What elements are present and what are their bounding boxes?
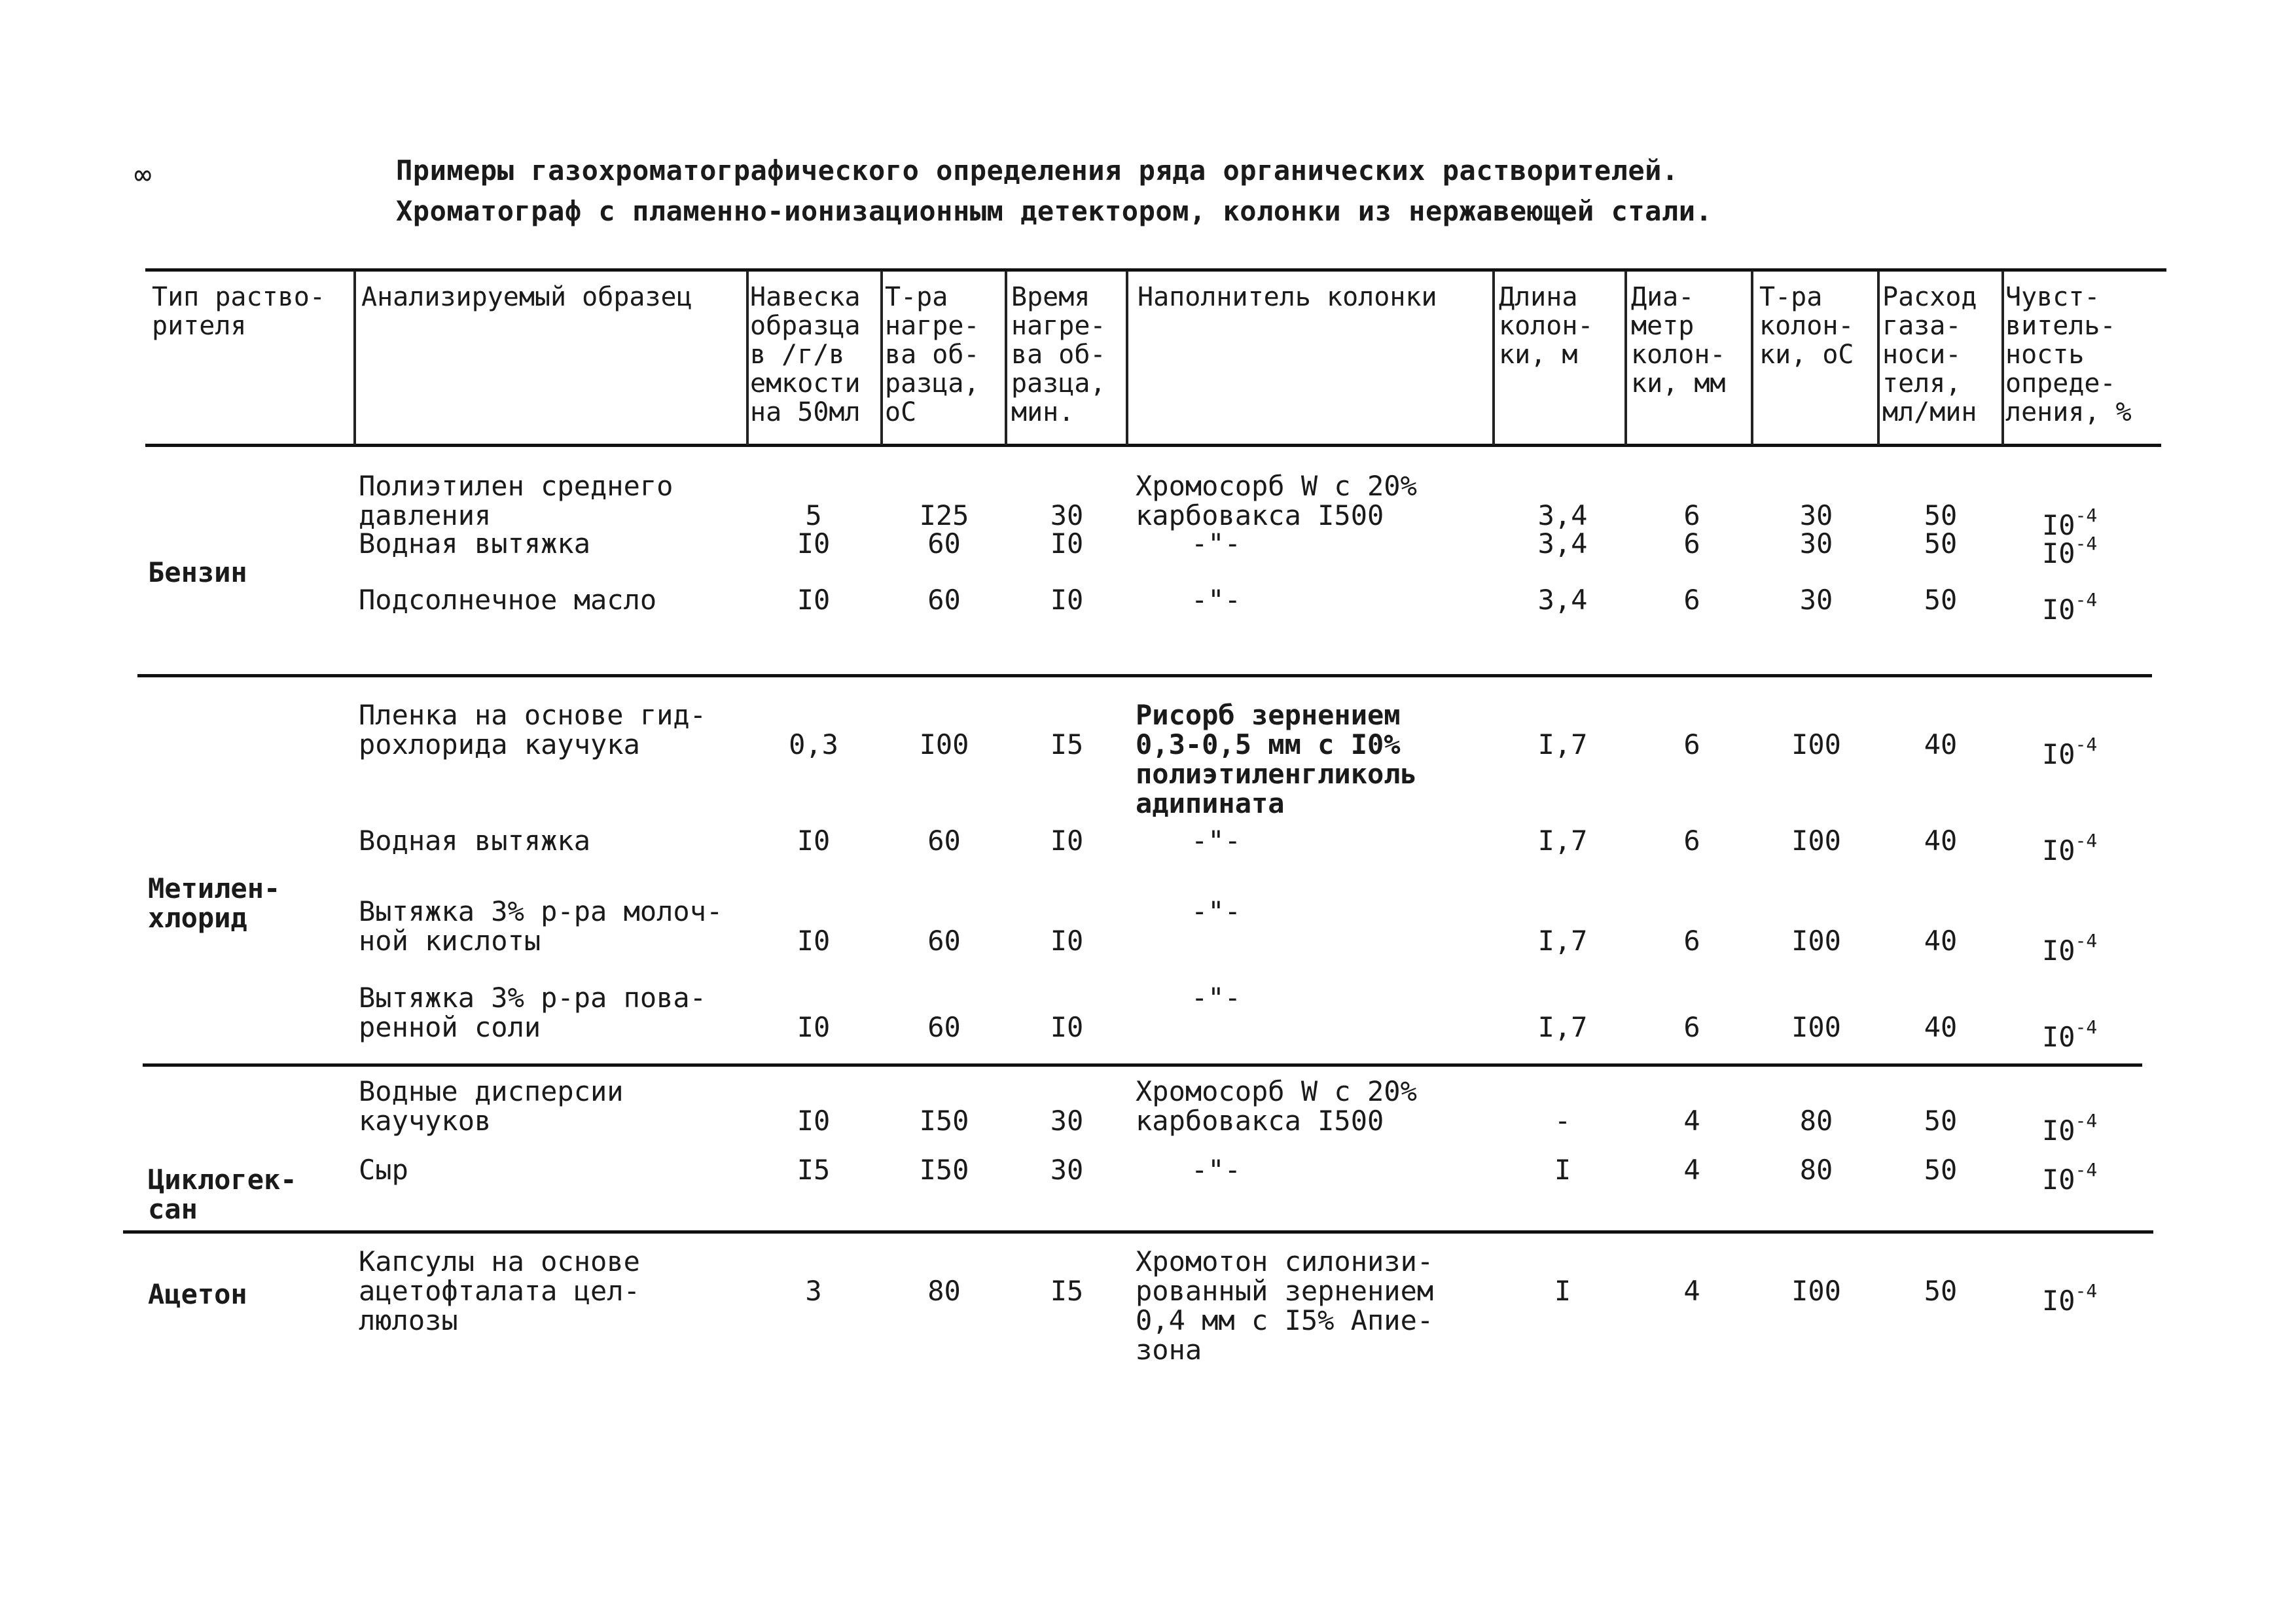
solvent-type-label: Циклогек- сан (148, 1164, 297, 1225)
column-diameter-value: 6 (1683, 527, 1700, 560)
column-diameter-value: 4 (1683, 1275, 1700, 1307)
solvent-type-label: Ацетон (148, 1278, 247, 1310)
header-column-divider (353, 271, 356, 445)
column-filler-value: -"- (1191, 584, 1241, 616)
sensitivity-exponent: -4 (2075, 830, 2098, 851)
header-analyzed-sample: Анализируемый образец (361, 282, 692, 312)
column-length-value: I,7 (1537, 925, 1588, 957)
carrier-gas-flow-value: 50 (1924, 527, 1958, 560)
sensitivity-base: I0 (2042, 594, 2075, 626)
sensitivity-base: I0 (2042, 738, 2075, 770)
column-length-value: I,7 (1537, 728, 1588, 760)
header-sensitivity: Чувст- витель- ность опреде- ления, % (2005, 282, 2132, 427)
sample-name: Водные дисперсии каучуков (359, 1075, 624, 1137)
header-column-divider (1751, 271, 1753, 445)
sensitivity-exponent: -4 (2075, 533, 2098, 554)
column-diameter-value: 6 (1683, 1011, 1700, 1043)
header-solvent-type: Тип раство- рителя (152, 282, 325, 341)
carrier-gas-flow-value: 50 (1924, 1105, 1958, 1137)
column-temperature-value: 30 (1799, 584, 1833, 616)
heating-time-value: I5 (1050, 1275, 1084, 1307)
heating-time-value: I0 (1050, 825, 1084, 857)
column-temperature-value: I00 (1791, 728, 1841, 760)
sensitivity-base: I0 (2042, 834, 2075, 866)
sample-mass-value: I0 (797, 527, 831, 560)
column-length-value: 3,4 (1537, 499, 1588, 531)
header-column-divider (746, 271, 749, 445)
sample-name: Вытяжка 3% р-ра пова- ренной соли (359, 982, 707, 1043)
sample-name: Полиэтилен среднего давления (359, 470, 673, 531)
heating-temperature-value: I50 (919, 1154, 969, 1186)
column-temperature-value: I00 (1791, 1275, 1841, 1307)
column-temperature-value: I00 (1791, 825, 1841, 857)
heating-temperature-value: 60 (927, 1011, 961, 1043)
column-temperature-value: 80 (1799, 1105, 1833, 1137)
column-length-value: I (1554, 1275, 1571, 1307)
heating-time-value: I0 (1050, 584, 1084, 616)
group-separator-rule (137, 674, 2152, 677)
heating-temperature-value: 60 (927, 584, 961, 616)
heating-time-value: 30 (1050, 499, 1084, 531)
sensitivity-base: I0 (2042, 1115, 2075, 1147)
header-column-divider (880, 271, 883, 445)
header-column-length: Длина колон- ки, м (1499, 282, 1594, 370)
sample-mass-value: 0,3 (789, 728, 838, 760)
sensitivity-exponent: -4 (2075, 1280, 2098, 1302)
header-column-filler: Наполнитель колонки (1138, 282, 1437, 312)
column-temperature-value: 80 (1799, 1154, 1833, 1186)
header-heating-time: Время нагре- ва об- разца, мин. (1011, 282, 1106, 427)
heating-time-value: 30 (1050, 1105, 1084, 1137)
sample-name: Вытяжка 3% р-ра молоч- ной кислоты (359, 895, 723, 957)
sample-name: Капсулы на основе ацетофталата цел- люлозы (359, 1245, 640, 1336)
sensitivity-value (2042, 730, 2097, 769)
header-column-diameter: Диа- метр колон- ки, мм (1631, 282, 1726, 399)
sample-mass-value: I0 (797, 1011, 831, 1043)
column-filler-value: Хромотон силонизи- рованный зернением 0,4 мм с I5% Апие- зона (1136, 1245, 1434, 1366)
sensitivity-exponent: -4 (2075, 930, 2098, 952)
column-filler-value: -"- (1191, 1154, 1241, 1186)
header-column-divider (2001, 271, 2004, 445)
sample-mass-value: 5 (805, 499, 822, 531)
carrier-gas-flow-value: 50 (1924, 584, 1958, 616)
sensitivity-base: I0 (2042, 537, 2075, 569)
carrier-gas-flow-value: 40 (1924, 1011, 1958, 1043)
page-title-line-2: Хроматограф с пламенно-ионизационным детектором, колонки из нержавеющей стали. (396, 195, 1713, 227)
column-length-value: - (1554, 1105, 1571, 1137)
column-filler-value: -"- (1191, 895, 1241, 927)
sensitivity-base: I0 (2042, 1285, 2075, 1317)
sample-mass-value: I0 (797, 925, 831, 957)
sensitivity-exponent: -4 (2075, 505, 2098, 526)
carrier-gas-flow-value: 40 (1924, 728, 1958, 760)
header-carrier-gas-flow: Расход газа- носи- теля, мл/мин (1882, 282, 1977, 427)
heating-time-value: I0 (1050, 527, 1084, 560)
column-filler-value: -"- (1191, 982, 1241, 1014)
column-temperature-value: 30 (1799, 527, 1833, 560)
sample-name: Водная вытяжка (359, 527, 591, 560)
table-top-rule (145, 268, 2166, 272)
carrier-gas-flow-value: 40 (1924, 825, 1958, 857)
sensitivity-value (2042, 1106, 2097, 1145)
sensitivity-exponent: -4 (2075, 1016, 2098, 1038)
column-length-value: I,7 (1537, 1011, 1588, 1043)
sensitivity-base: I0 (2042, 935, 2075, 967)
page-title-line-1: Примеры газохроматографического определения ряда органических растворителей. (396, 154, 1679, 187)
sensitivity-value (2042, 585, 2097, 624)
sensitivity-value (2042, 529, 2097, 568)
column-length-value: 3,4 (1537, 527, 1588, 560)
column-diameter-value: 6 (1683, 825, 1700, 857)
column-temperature-value: I00 (1791, 925, 1841, 957)
column-filler-value: Хромосорб W с 20% карбовакса I500 (1136, 470, 1417, 531)
header-column-temperature: Т-ра колон- ки, оС (1759, 282, 1854, 370)
sample-name: Пленка на основе гид- рохлорида каучука (359, 699, 707, 760)
sample-mass-value: I0 (797, 825, 831, 857)
sample-mass-value: I0 (797, 1105, 831, 1137)
carrier-gas-flow-value: 40 (1924, 925, 1958, 957)
sensitivity-exponent: -4 (2075, 1110, 2098, 1132)
column-diameter-value: 6 (1683, 728, 1700, 760)
header-column-divider (1492, 271, 1495, 445)
solvent-type-label: Бензин (148, 556, 247, 588)
sensitivity-base: I0 (2042, 1021, 2075, 1053)
header-column-divider (1126, 271, 1128, 445)
column-diameter-value: 4 (1683, 1105, 1700, 1137)
heating-temperature-value: I25 (919, 499, 969, 531)
sensitivity-exponent: -4 (2075, 734, 2098, 755)
heating-temperature-value: 80 (927, 1275, 961, 1307)
sample-mass-value: I5 (797, 1154, 831, 1186)
page-marker: ∞ (134, 158, 152, 192)
heating-time-value: 30 (1050, 1154, 1084, 1186)
sensitivity-base: I0 (2042, 509, 2075, 541)
sensitivity-base: I0 (2042, 1164, 2075, 1196)
sample-name: Водная вытяжка (359, 825, 591, 857)
header-heating-temperature: Т-ра нагре- ва об- разца, оС (885, 282, 980, 427)
column-filler-value: -"- (1191, 527, 1241, 560)
carrier-gas-flow-value: 50 (1924, 499, 1958, 531)
header-column-divider (1005, 271, 1007, 445)
column-length-value: I,7 (1537, 825, 1588, 857)
sensitivity-value (2042, 826, 2097, 865)
column-diameter-value: 6 (1683, 584, 1700, 616)
column-diameter-value: 4 (1683, 1154, 1700, 1186)
sample-name: Подсолнечное масло (359, 584, 657, 616)
heating-temperature-value: 60 (927, 527, 961, 560)
sensitivity-exponent: -4 (2075, 589, 2098, 611)
heating-temperature-value: I50 (919, 1105, 969, 1137)
heating-time-value: I5 (1050, 728, 1084, 760)
column-length-value: 3,4 (1537, 584, 1588, 616)
solvent-type-label: Метилен- хлорид (148, 872, 281, 934)
carrier-gas-flow-value: 50 (1924, 1154, 1958, 1186)
sensitivity-exponent: -4 (2075, 1159, 2098, 1181)
sample-name: Сыр (359, 1154, 408, 1186)
heating-temperature-value: 60 (927, 825, 961, 857)
group-separator-rule (123, 1230, 2153, 1234)
heating-temperature-value: I00 (919, 728, 969, 760)
sample-mass-value: 3 (805, 1275, 822, 1307)
sensitivity-value (2042, 926, 2097, 965)
column-temperature-value: I00 (1791, 1011, 1841, 1043)
column-filler-value: Рисорб зернением 0,3-0,5 мм с I0% полиэтиленгликоль адипината (1136, 699, 1417, 819)
sensitivity-value (2042, 1012, 2097, 1052)
heating-time-value: I0 (1050, 925, 1084, 957)
column-temperature-value: 30 (1799, 499, 1833, 531)
sensitivity-value (2042, 1155, 2097, 1194)
header-column-divider (1624, 271, 1627, 445)
sample-mass-value: I0 (797, 584, 831, 616)
heating-temperature-value: 60 (927, 925, 961, 957)
header-sample-mass: Навеска образца в /г/в емкости на 50мл (750, 282, 861, 427)
group-separator-rule (143, 1063, 2142, 1067)
column-filler-value: Хромосорб W с 20% карбовакса I500 (1136, 1075, 1417, 1137)
table-header-rule (145, 444, 2161, 447)
column-diameter-value: 6 (1683, 499, 1700, 531)
carrier-gas-flow-value: 50 (1924, 1275, 1958, 1307)
column-length-value: I (1554, 1154, 1571, 1186)
heating-time-value: I0 (1050, 1011, 1084, 1043)
column-filler-value: -"- (1191, 825, 1241, 857)
header-column-divider (1877, 271, 1880, 445)
sensitivity-value (2042, 1276, 2097, 1315)
column-diameter-value: 6 (1683, 925, 1700, 957)
